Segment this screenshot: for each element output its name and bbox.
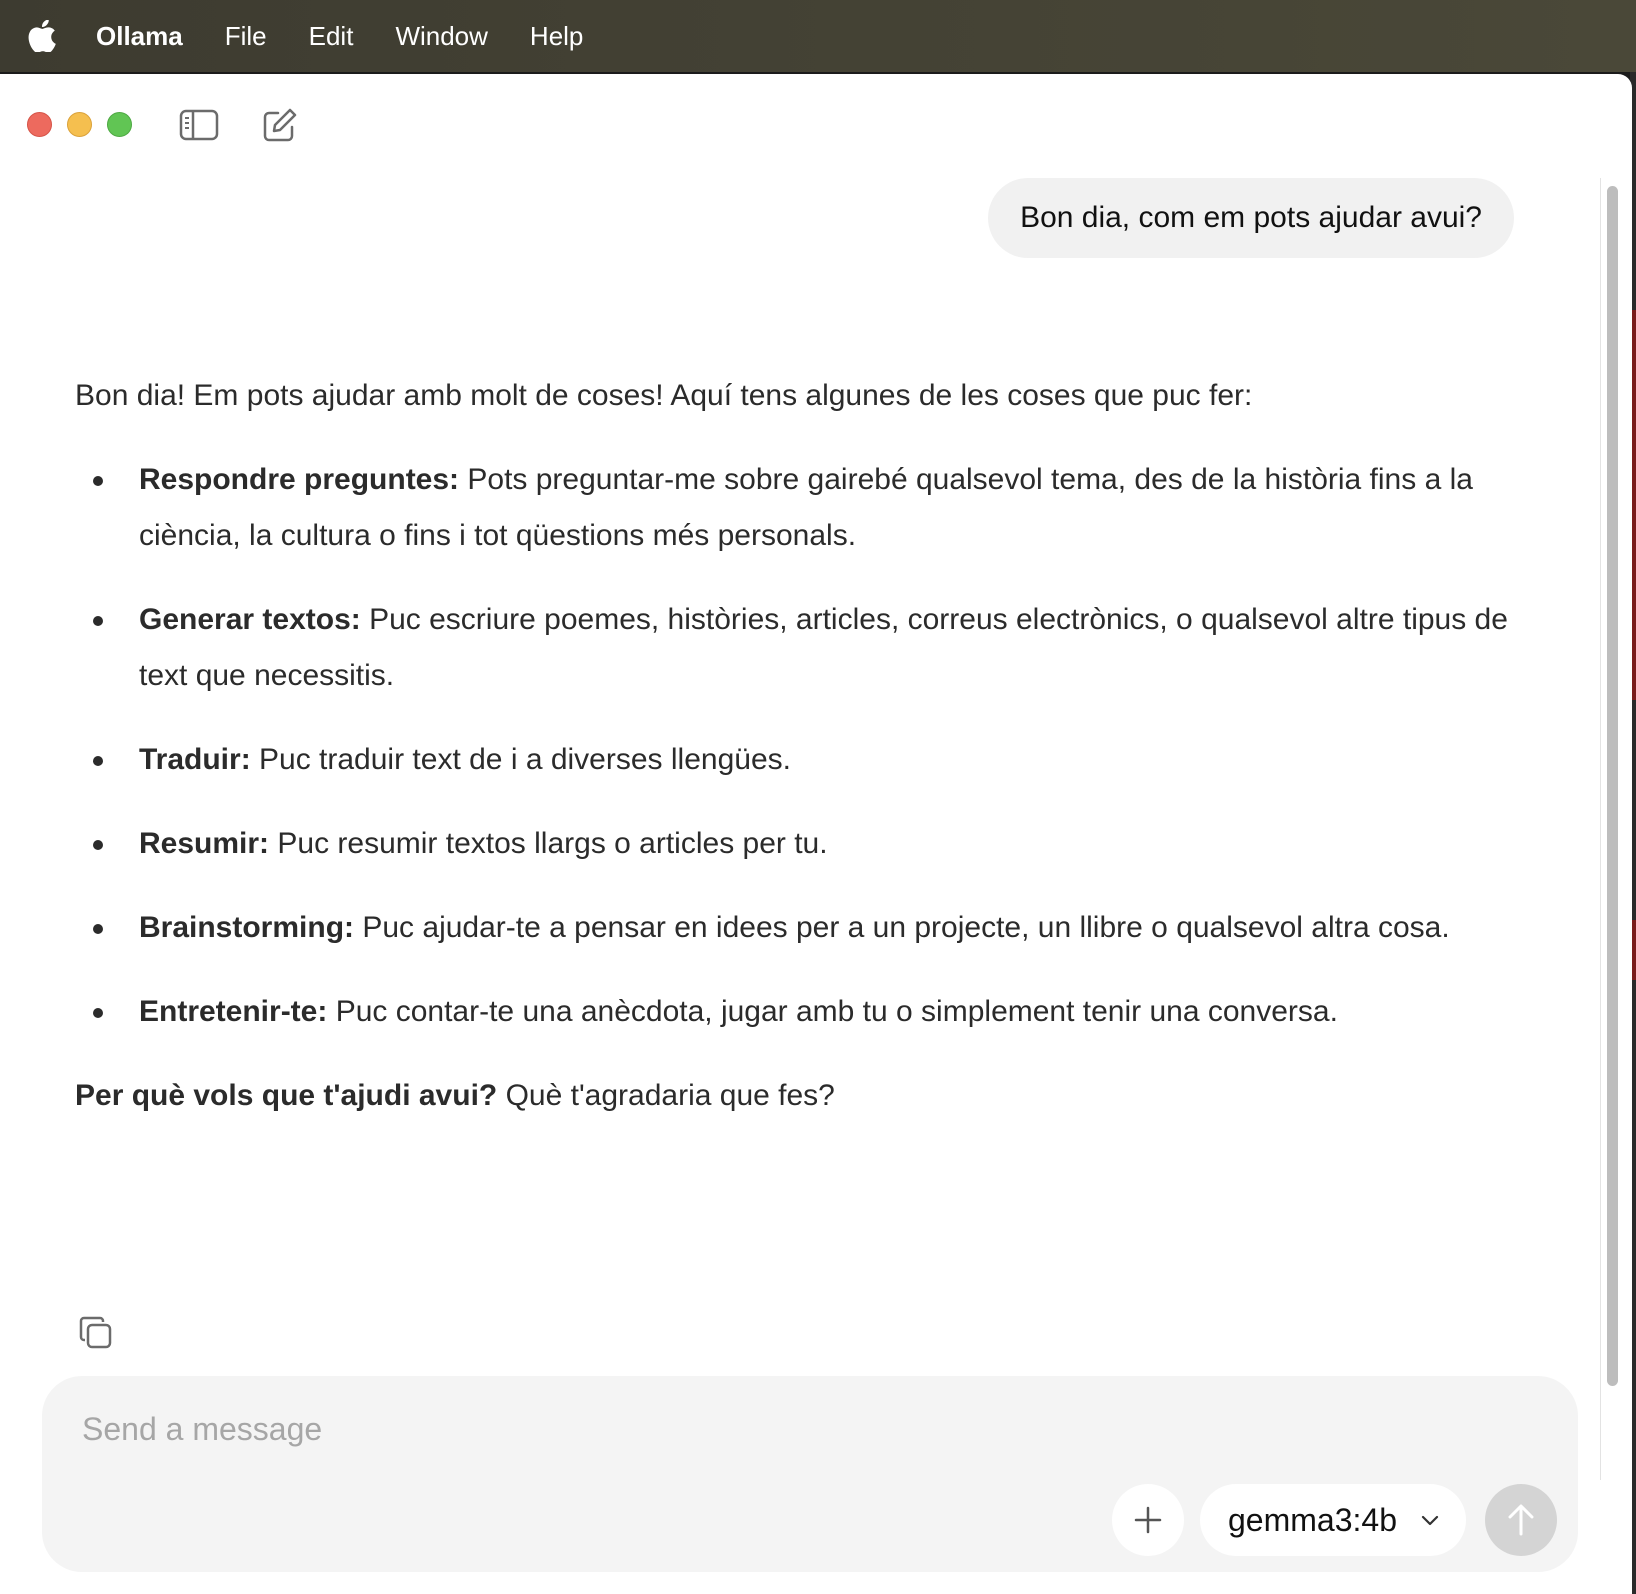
list-item: Traduir: Puc traduir text de i a diverses llengües. xyxy=(139,732,1515,788)
list-item: Brainstorming: Puc ajudar-te a pensar en idees per a un projecte, un llibre o qualsevol altra cosa. xyxy=(139,900,1515,956)
list-item: Generar textos: Puc escriure poemes, històries, articles, correus electrònics, o qualsevol altre tipus de text que necessitis. xyxy=(139,592,1515,704)
arrow-up-icon xyxy=(1505,1502,1537,1538)
menu-file[interactable]: File xyxy=(224,20,267,51)
send-button[interactable] xyxy=(1485,1484,1557,1556)
list-item: Resumir: Puc resumir textos llargs o articles per tu. xyxy=(139,816,1515,872)
assistant-intro: Bon dia! Em pots ajudar amb molt de coses! Aquí tens algunes de les coses que puc fer: xyxy=(75,379,1253,412)
zoom-button[interactable] xyxy=(107,112,132,137)
menu-edit[interactable]: Edit xyxy=(308,20,354,51)
close-button[interactable] xyxy=(27,112,52,137)
user-message-bubble xyxy=(988,178,1514,258)
message-input[interactable] xyxy=(82,1406,1482,1452)
chevron-down-icon xyxy=(1420,1510,1440,1530)
menu-help[interactable]: Help xyxy=(529,20,584,51)
minimize-button[interactable] xyxy=(67,112,92,137)
menu-bar xyxy=(0,0,1636,72)
new-chat-icon[interactable] xyxy=(260,106,300,144)
list-item: Entretenir-te: Puc contar-te una anècdota, jugar amb tu o simplement tenir una conversa. xyxy=(139,984,1515,1040)
scrollbar-thumb[interactable] xyxy=(1607,186,1618,1386)
menu-window[interactable]: Window xyxy=(395,20,488,51)
copy-icon[interactable] xyxy=(77,1314,115,1352)
assistant-message xyxy=(75,368,1515,1124)
user-message-text: Bon dia, com em pots ajudar avui? xyxy=(1020,201,1482,234)
message-composer xyxy=(42,1376,1578,1572)
assistant-list xyxy=(75,452,1515,1040)
title-bar xyxy=(0,74,1632,174)
apple-logo-icon[interactable] xyxy=(28,19,58,53)
model-name: gemma3:4b xyxy=(1228,1501,1397,1538)
sidebar-toggle-icon[interactable] xyxy=(179,106,219,144)
attach-button[interactable] xyxy=(1112,1484,1184,1556)
assistant-closing: Per què vols que t'ajudi avui? Què t'agradaria que fes? xyxy=(75,1079,835,1112)
list-item: Respondre preguntes: Pots preguntar-me sobre gairebé qualsevol tema, des de la història fins a la ciència, la cultura o fins i tot qüestions més personals. xyxy=(139,452,1515,564)
plus-icon xyxy=(1133,1505,1163,1535)
model-selector[interactable] xyxy=(1200,1484,1466,1556)
ollama-window xyxy=(0,74,1632,1594)
menu-ollama[interactable]: Ollama xyxy=(96,20,183,51)
scrollbar-track xyxy=(1600,178,1601,1480)
